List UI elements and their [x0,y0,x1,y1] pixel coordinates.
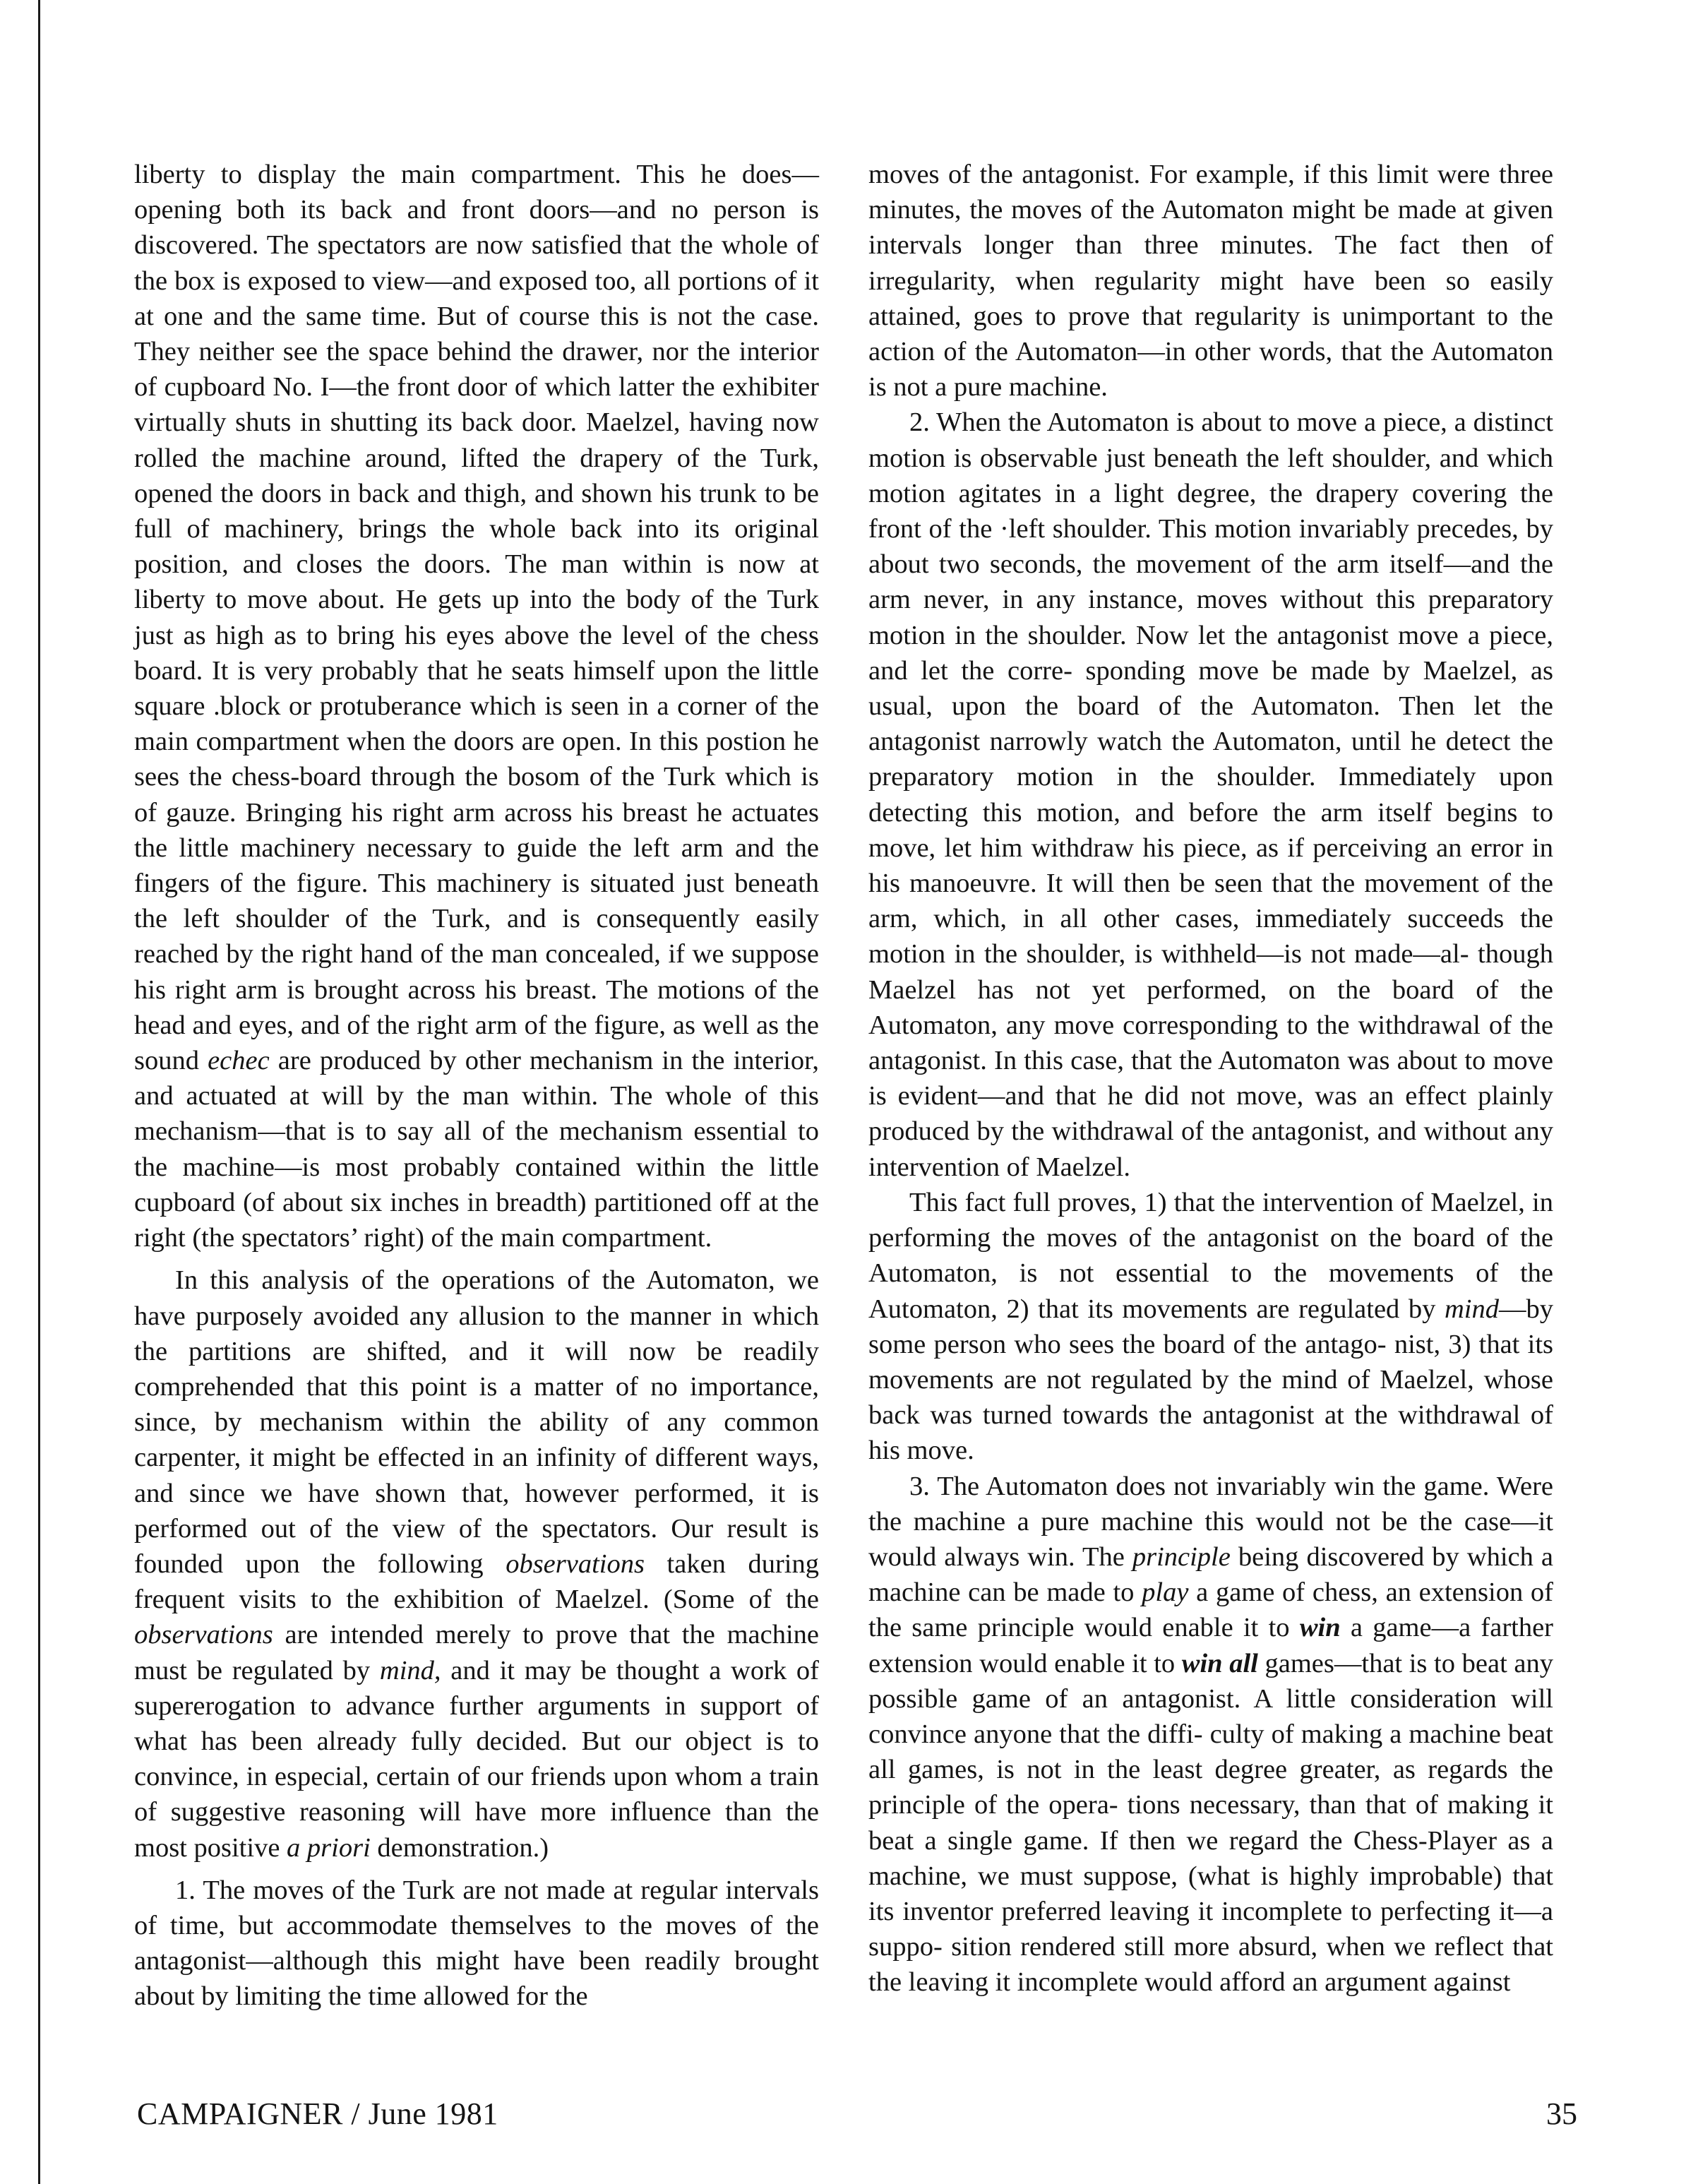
text-run: This fact full proves, 1) that the intervention of Maelzel, in performing the moves of the antagonist on the board of the Automaton, is not essential to the movements of the Automaton, 2) that its movements are regulated by [868,1187,1553,1324]
text-run: a game—a farther extension would enable it to [868,1613,1554,1678]
italic-term-win-all: win all [1181,1648,1258,1678]
italic-term-echec: echec [208,1046,270,1076]
page-number: 35 [1546,2096,1577,2131]
text-run: being discovered by which a machine can be made to [868,1541,1553,1608]
scan-margin-line [38,0,40,2184]
italic-term-a-priori: a priori [287,1832,371,1863]
text-run: a game of chess, an extension of the same principle would enable it to [868,1577,1553,1643]
paragraph: 2. When the Automaton is about to move a piece, a distinct motion is observable just beneath the left shoulder, and which motion agitates in a light degree, the drapery covering the front of the ·left shoulder. This motion invariably precedes, by about two seconds, the movement of the arm itself—and the arm never, in any instance, moves without this preparatory motion in the shoulder. Now let the antagonist move a piece, and let the corre- sponding move be made by Maelzel, as usual, upon the board of the Automaton. Then let the antagonist narrowly watch the Automaton, until he detect the preparatory motion in the shoulder. Immediately upon detecting this motion, and before the arm itself begins to move, let him withdraw his piece, as if perceiving an error in his manoeuvre. It will then be seen that the movement of the arm, which, in all other cases, immediately succeeds the motion in the shoulder, is withheld—is not made—al- though Maelzel has not yet performed, on the board of the Automaton, any move corresponding to the withdrawal of the antagonist. In this case, that the Automaton was about to move is evident—and that he did not move, was an effect plainly produced by the withdrawal of the antagonist, and without any intervention of Maelzel. [868,407,1553,1182]
paragraph [868,1185,1553,1469]
text-run: 3. The Automaton does not invariably win the game. Were the machine a pure machine this would not be the case—it would always win. The [868,1471,1553,1572]
text-run: —by some person who sees the board of the antago- nist, 3) that its movements are not regulated by the mind of Maelzel, whose back was turned towards the antagonist at the withdrawal of his move. [868,1294,1553,1466]
italic-term-win: win [1299,1613,1341,1643]
italic-term-mind: mind, [379,1655,441,1685]
italic-term-principle: principle [1132,1541,1231,1572]
italic-term-play: play [1142,1577,1189,1608]
text-run: are intended merely to prove that the machine must be regulated by [134,1620,819,1685]
paragraph [134,1263,819,1865]
text-run: demonstration.) [370,1832,549,1863]
italic-term-observations: observations [506,1549,645,1579]
paragraph: 1. The moves of the Turk are not made at regular intervals of time, but accommodate themselves to the moves of the antagonist—although this might have been readily brought about by limiting the time allowed for the [134,1875,819,2012]
text-run: games—that is to beat any possible game of an antagonist. A little consideration will convince anyone that the diffi- culty of making a machine beat all games, is not in the least degree greater, as regards the principle of the opera- tions necessary, than that of making it beat a single game. If then we regard the Chess-Player as a machine, we must suppose, (what is highly improbable) that its inventor preferred leaving it incomplete to perfecting it—a suppo- sition rendered still more absurd, when we reflect that the leaving it incomplete would afford an argument against [868,1648,1553,1998]
paragraph: moves of the antagonist. For example, if this limit were three minutes, the moves of the Automaton might be made at given intervals longer than three minutes. The fact then of irregularity, when regularity might have been so easily attained, goes to prove that regularity is unimportant to the action of the Automaton—in other words, that the Automaton is not a pure machine. [868,160,1553,402]
text-run: In this analysis of the operations of the Automaton, we have purposely avoided any allusion to the manner in which the partitions are shifted, and it will now be readily comprehended that this point is a matter of no importance, since, by mechanism within the ability of any common carpenter, it might be effected in an infinity of different ways, and since we have shown that, however performed, it is performed out of the view of the spectators. Our result is founded upon the following [134,1265,819,1579]
text-run: are produced by other mechanism in the interior, and actuated at will by the man within. The whole of this mechanism—that is to say all of the mechanism essential to the machine—is most probably contained within the little cupboard (of about six inches in breadth) partitioned off at the right (the spectators’ right) of the main compartment. [134,1046,819,1253]
paragraph [134,157,819,1255]
text-run: and it may be thought a work of supererogation to advance further arguments in support of what has been already fully decided. But our object is to convince, in especial, certain of our friends upon whom a train of suggestive reasoning will have more influence than the most positive [134,1655,819,1863]
right-column [868,157,1553,2000]
text-run: liberty to display the main compartment. This he does—opening both its back and front doors—and no person is discovered. The spectators are now satisfied that the whole of the box is exposed to view—and exposed too, all portions of it at one and the same time. But of course this is not the case. They neither see the space behind the drawer, nor the interior of cupboard No. I—the front door of which latter the exhibiter virtually shuts in shutting its back door. Maelzel, having now rolled the machine around, lifted the drapery of the Turk, opened the doors in back and thigh, and shown his trunk to be full of machinery, brings the whole back into its original position, and closes the doors. The man within is now at liberty to move about. He gets up into the body of the Turk just as high as to bring his eyes above the level of the chess board. It is very probably that he seats himself upon the little square .block or protuberance which is seen in a corner of the main compartment when the doors are open. In this postion he sees the chess-board through the bosom of the Turk which is of gauze. Bringing his right arm across his breast he actuates the little machinery necessary to guide the left arm and the fingers of the figure. This machinery is situated just beneath the left shoulder of the Turk, and is consequently easily reached by the right hand of the man concealed, if we suppose his right arm is brought across his breast. The motions of the head and eyes, and of the right arm of the figure, as well as the sound [134,160,819,1076]
italic-term-observations: observations [134,1620,273,1650]
italic-term-mind: mind [1445,1294,1499,1324]
left-column [134,157,819,2015]
text-run: taken during frequent visits to the exhibition of Maelzel. (Some of the [134,1549,819,1615]
paragraph [868,1469,1553,2000]
journal-footer: CAMPAIGNER / June 1981 [137,2096,498,2131]
